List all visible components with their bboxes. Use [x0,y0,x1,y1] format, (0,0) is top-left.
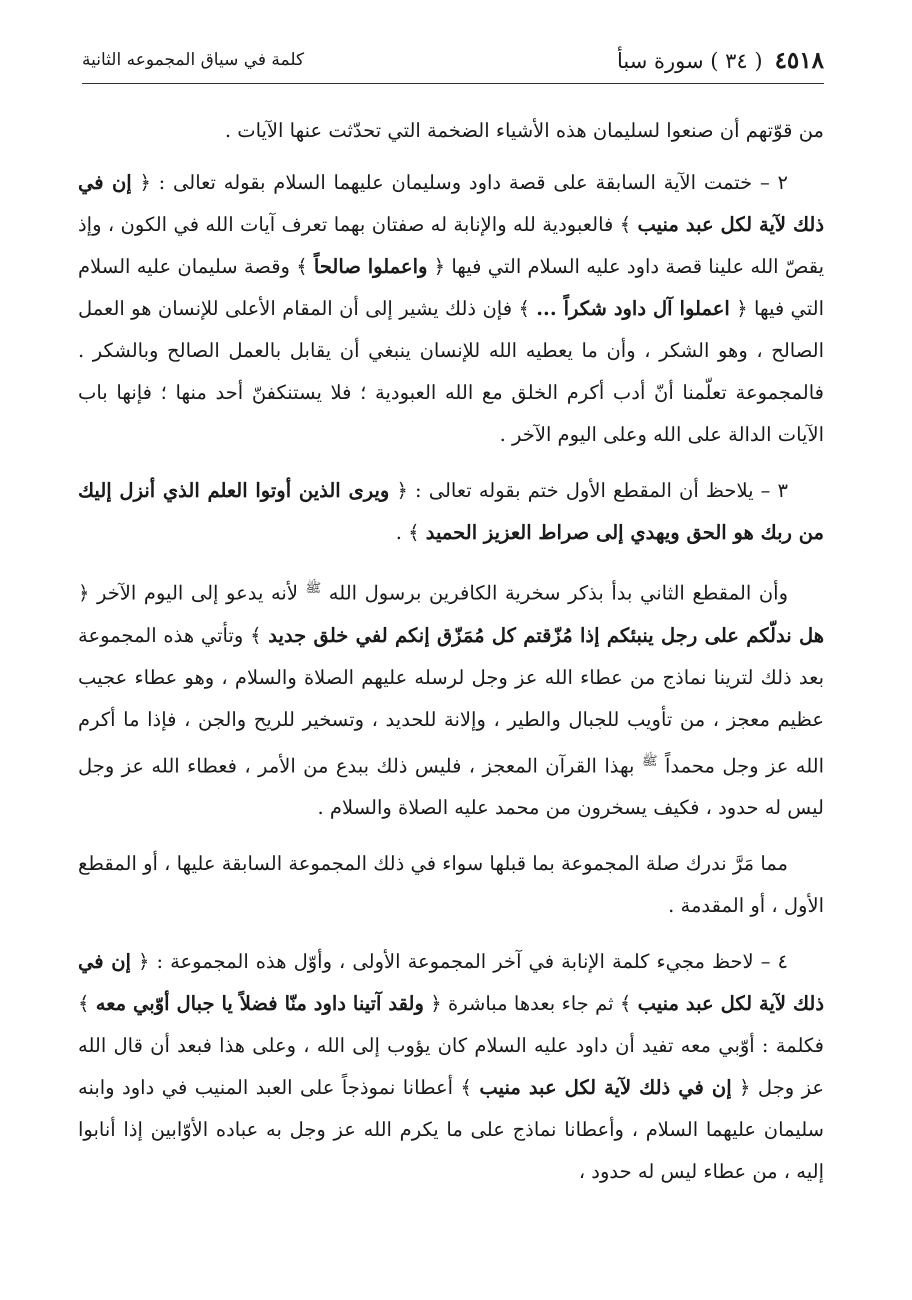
body-text: فكلمة : أوّبي معه تفيد أن داود عليه السلام كان يؤوب إلى الله ، وعلى هذا فبعد أن قال الله عز وجل [78,1034,825,1099]
body-text: فإن ذلك يشير إلى أن المقام الأعلى للإنسان هو العمل الصالح ، وهو الشكر ، وأن ما يعطيه الله للإنسان ينبغي أن يقابل بالعمل الصالح وبالشكر . فالمجموعة تعلّمنا أنّ أدب أكرم الخلق مع الله العبودية ؛ فلا يستنكفنّ أحد منها ؛ فإنها باب الآيات الدالة على الله وعلى اليوم الآخر . [78,297,824,446]
surah-title: ( ٣٤ ) سورة سبأ [617,48,763,73]
page-body [78,110,824,1193]
body-text: مما مَرَّ ندرك صلة المجموعة بما قبلها سواء في ذلك المجموعة السابقة عليها ، أو المقطع الأول ، أو المقدمة . [78,852,824,917]
body-text: لأنه يدعو إلى اليوم الآخر [89,581,306,605]
quran-bracket: ﴾ [78,992,96,1015]
page-header [82,40,824,80]
paragraph [78,162,824,456]
salawat-glyph: ﷺ [641,753,658,769]
quran-bracket: ﴾ [250,623,269,647]
page-number: ٤٥١٨ [774,46,824,74]
quran-bracket: ﴿ [729,297,748,320]
salawat-glyph: ﷺ [305,581,322,596]
quran-verse: إن في ذلك لآية لكل عبد منيب [479,1076,732,1099]
body-text: ثم جاء بعدها مباشرة [441,992,620,1015]
quran-bracket: ﴿ [78,581,90,605]
quran-bracket: ﴿ [427,255,446,278]
quran-verse: اعملوا آل داود شكراً ... [536,297,730,320]
quran-bracket: ﴾ [296,255,314,278]
quran-bracket: ﴾ [460,1076,480,1099]
header-right [617,47,824,74]
body-text: بهذا القرآن المعجز ، فليس ذلك ببدع من الأمر ، فعطاء الله عز وجل ليس له حدود ، فكيف يسخرون من محمد عليه الصلاة والسلام . [78,754,824,819]
quran-bracket: ﴾ [619,213,638,236]
quran-bracket: ﴿ [389,479,408,502]
header-rule [82,83,824,84]
body-text: وتأتي هذه المجموعة بعد ذلك لترينا نماذج من عطاء الله عز وجل لرسله عليهم الصلاة والسلام ، وهو عطاء عجيب عظيم معجز ، من تأويب للجبال والطير ، وإلانة للحديد ، وتسخير للريح والجن ، فإذا ما أكرم الله عز وجل محمداً [78,623,825,777]
quran-verse: إن في ذلك لآية لكل عبد منيب [78,171,825,236]
quran-verse: ويرى الذين أوتوا العلم الذي أنزل إليك من ربك هو الحق ويهدي إلى صراط العزيز الحميد [78,479,824,544]
quran-bracket: ﴾ [408,521,426,544]
body-text: . [395,521,409,544]
body-text: فالعبودية لله والإنابة له صفتان بهما تعرف آيات الله في الكون ، وإذ يقصّ الله علينا قصة داود عليه السلام التي فيها [78,213,825,278]
body-text: ٣ – يلاحظ أن المقطع الأول ختم بقوله تعالى : [407,479,789,502]
quran-verse: إن في ذلك لآية لكل عبد منيب [78,950,825,1015]
quran-bracket: ﴿ [731,1076,751,1099]
paragraph [78,470,824,554]
quran-bracket: ﴾ [619,992,638,1015]
body-text: ٢ – ختمت الآية السابقة على قصة داود وسليمان عليهما السلام بقوله تعالى : [150,171,788,194]
quran-bracket: ﴿ [423,992,442,1015]
quran-bracket: ﴿ [130,950,150,973]
quran-verse: هل ندلّكم على رجل ينبئكم إذا مُزّقتم كل مُمَزّق إنكم لفي خلق جديد [268,623,824,647]
body-text: من قوّتهم أن صنعوا لسليمان هذه الأشياء الضخمة التي تحدّثت عنها الآيات . [224,119,824,142]
body-text: أعطانا نموذجاً على العبد المنيب في داود وابنه سليمان عليهما السلام ، وأعطانا نماذج على ما يكرم الله عز وجل به عباده الأوّابين إذا أنابوا إليه ، من عطاء ليس له حدود ، [78,1076,824,1183]
paragraph [78,843,824,927]
paragraph [78,110,824,152]
paragraph [78,941,824,1193]
quran-verse: واعملوا صالحاً [313,255,428,278]
quran-bracket: ﴿ [131,171,151,194]
section-title: كلمة في سياق المجموعه الثانية [82,50,305,70]
paragraph [78,568,824,829]
quran-verse: ولقد آتينا داود منّا فضلاً يا جبال أوّبي معه [95,992,424,1015]
body-text: وقصة سليمان عليه السلام التي فيها [78,255,825,320]
quran-bracket: ﴾ [518,297,537,320]
body-text: ٤ – لاحظ مجيء كلمة الإنابة في آخر المجموعة الأولى ، وأوّل هذه المجموعة : [149,950,789,973]
body-text: وأن المقطع الثاني بدأ بذكر سخرية الكافرين برسول الله [321,581,788,605]
